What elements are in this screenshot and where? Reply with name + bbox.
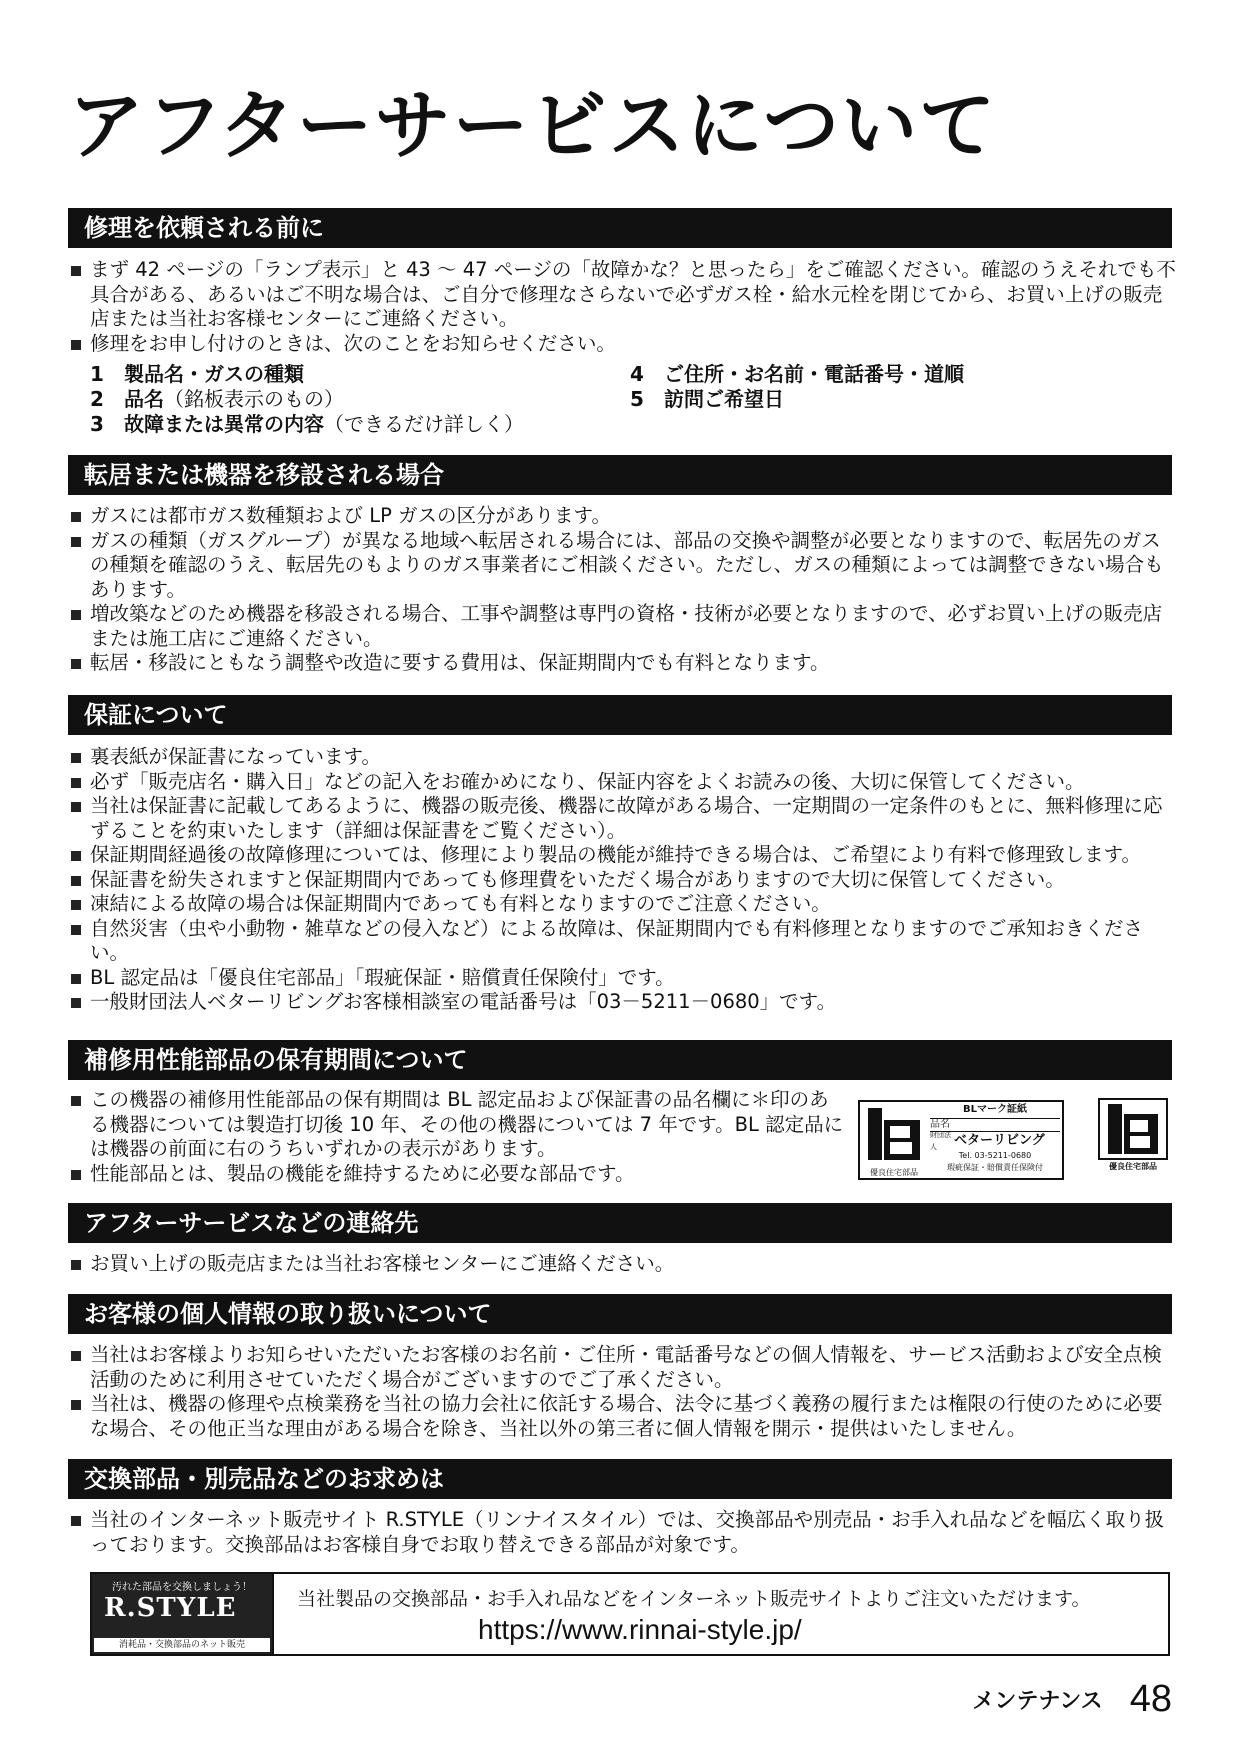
bl-tel: Tel. 03-5211-0680 xyxy=(958,1151,1032,1160)
parts-period-bullets xyxy=(68,1088,848,1186)
list-item: 5 訪問ご希望日 xyxy=(630,387,784,411)
bullet-item: 自然災害（虫や小動物・雑草などの侵入など）による故障は、保証期間内でも有料修理となりますのでご承知おきください。 xyxy=(68,917,1178,966)
bl-logo-icon xyxy=(1100,1100,1166,1158)
bullet-item: 増改築などのため機器を移設される場合、工事や調整は専門の資格・技術が必要となりますので、必ずお買い上げの販売店または施工店にご連絡ください。 xyxy=(68,602,1178,651)
section-heading-privacy: お客様の個人情報の取り扱いについて xyxy=(68,1294,1172,1334)
bl-mark-caption: 優良住宅部品 xyxy=(1109,1162,1157,1171)
page-title: アフターサービスについて xyxy=(68,81,998,170)
bullet-item: 当社は保証書に記載してあるように、機器の販売後、機器に故障がある場合、一定期間の一定条件のもとに、無料修理に応ずることを約束いたします（詳細は保証書をご覧ください）。 xyxy=(68,794,1178,843)
section-heading-contact: アフターサービスなどの連絡先 xyxy=(68,1203,1172,1243)
bullet-item: 当社のインターネット販売サイト R.STYLE（リンナイスタイル）では、交換部品や別売品・お手入れ品などを幅広く取り扱っております。交換部品はお客様自身でお取り替えできる部品が対象です。 xyxy=(68,1508,1178,1557)
section-heading-before-repair: 修理を依頼される前に xyxy=(68,208,1172,248)
rstyle-tagline: 汚れた部品を交換しましょう！ xyxy=(112,1582,252,1593)
info-list-left xyxy=(90,362,524,437)
privacy-bullets xyxy=(68,1343,1178,1441)
footer-section-label: メンテナンス xyxy=(972,1689,1103,1714)
purchase-bullets xyxy=(68,1508,1178,1557)
rstyle-url-link[interactable]: https://www.rinnai-style.jp/ xyxy=(478,1614,802,1645)
rstyle-logo xyxy=(92,1574,272,1654)
bullet-item: ガスには都市ガス数種類および LP ガスの区分があります。 xyxy=(68,504,1178,529)
bullet-item: お買い上げの販売店または当社お客様センターにご連絡ください。 xyxy=(68,1252,1178,1277)
bullet-item: 当社は、機器の修理や点検業務を当社の協力会社に依託する場合、法令に基づく義務の履行または権限の行使のために必要な場合、その他正当な理由がある場合を除き、当社以外の第三者に個人情報を開示・提供はいたしません。 xyxy=(68,1392,1178,1441)
bl-mark-logo xyxy=(862,1104,926,1176)
rstyle-sub: 消耗品・交換部品のネット販売 xyxy=(94,1638,270,1652)
list-item: 1 製品名・ガスの種類 xyxy=(90,362,304,386)
rstyle-notice: 当社製品の交換部品・お手入れ品などをインターネット販売サイトよりご注文いただけます。 xyxy=(297,1588,1091,1610)
rstyle-box xyxy=(90,1572,1170,1656)
relocation-bullets xyxy=(68,504,1178,676)
bullet-item: BL 認定品は「優良住宅部品」「瑕疵保証・賠償責任保険付」です。 xyxy=(68,966,1178,991)
section-heading-parts-period: 補修用性能部品の保有期間について xyxy=(68,1040,1172,1080)
bl-label-paper xyxy=(858,1100,1064,1180)
bullet-item: 修理をお申し付けのときは、次のことをお知らせください。 xyxy=(68,332,1178,357)
rstyle-logo-text: R.STYLE xyxy=(104,1593,237,1623)
section-heading-relocation: 転居または機器を移設される場合 xyxy=(68,455,1172,495)
bl-org-prefix: 財団法人 xyxy=(930,1131,951,1151)
info-list-right xyxy=(630,362,964,412)
bl-mark-caption: 優良住宅部品 xyxy=(870,1168,918,1177)
bullet-item: 当社はお客様よりお知らせいただいたお客様のお名前・ご住所・電話番号などの個人情報を、サービス活動および安全点検活動のために利用させていただく場合がございますのでご了承ください。 xyxy=(68,1343,1178,1392)
bl-label-hinmei: 品名 xyxy=(930,1118,1060,1131)
bl-label-title: BLマーク証紙 xyxy=(963,1104,1027,1115)
contact-bullets xyxy=(68,1252,1178,1277)
bullet-item: ガスの種類（ガスグループ）が異なる地域へ転居される場合には、部品の交換や調整が必要となりますので、転居先のガスの種類を確認のうえ、転居先のもよりのガス事業者にご相談ください。ただし、ガスの種類によっては調整できない場合もあります。 xyxy=(68,529,1178,603)
warranty-bullets xyxy=(68,745,1178,1015)
list-item: 2 品名 （銘板表示のもの） xyxy=(90,387,344,411)
bullet-item: 凍結による故障の場合は保証期間内であっても有料となりますのでご注意ください。 xyxy=(68,892,1178,917)
list-item: 4 ご住所・お名前・電話番号・道順 xyxy=(630,362,964,386)
section-heading-purchase: 交換部品・別売品などのお求めは xyxy=(68,1459,1172,1499)
bullet-item: 保証期間経過後の故障修理については、修理により製品の機能が維持できる場合は、ご希望により有料で修理致します。 xyxy=(68,843,1178,868)
bullet-item: 必ず「販売店名・購入日」などの記入をお確かめになり、保証内容をよくお読みの後、大切に保管してください。 xyxy=(68,770,1178,795)
page-number: 48 xyxy=(1129,1678,1172,1720)
bullet-item: まず 42 ページの「ランプ表示」と 43 ～ 47 ページの「故障かな？と思ったら」をご確認ください。確認のうえそれでも不具合がある、あるいはご不明な場合は、ご自分で修理なさらないで必ずガス栓・給水元栓を閉じてから、お買い上げの販売店または当社お客様センターにご連絡ください。 xyxy=(68,258,1178,332)
bl-insurance: 瑕疵保証・賠償責任保険付 xyxy=(947,1163,1043,1172)
bl-mark-badge xyxy=(1096,1098,1170,1182)
bullet-item: 裏表紙が保証書になっています。 xyxy=(68,745,1178,770)
list-item: 3 故障または異常の内容 （できるだけ詳しく） xyxy=(90,412,524,436)
before-repair-bullets xyxy=(68,258,1178,356)
bullet-item: 一般財団法人ベターリビングお客様相談室の電話番号は「03－5211－0680」です。 xyxy=(68,990,1178,1015)
bl-org-name: ベターリビング xyxy=(954,1133,1045,1148)
bullet-item: 保証書を紛失されますと保証期間内であっても修理費をいただく場合がありますので大切に保管してください。 xyxy=(68,868,1178,893)
bl-logo-icon xyxy=(862,1104,926,1164)
bullet-item: 転居・移設にともなう調整や改造に要する費用は、保証期間内でも有料となります。 xyxy=(68,651,1178,676)
bullet-item: 性能部品とは、製品の機能を維持するために必要な部品です。 xyxy=(68,1162,848,1187)
page-footer xyxy=(972,1678,1172,1721)
section-heading-warranty: 保証について xyxy=(68,695,1172,735)
bullet-item: この機器の補修用性能部品の保有期間は BL 認定品および保証書の品名欄に＊印のある機器については製造打切後 10 年、その他の機器については 7 年です。BL 認定品には機器の前面に右のうちいずれかの表示があります。 xyxy=(68,1088,848,1162)
